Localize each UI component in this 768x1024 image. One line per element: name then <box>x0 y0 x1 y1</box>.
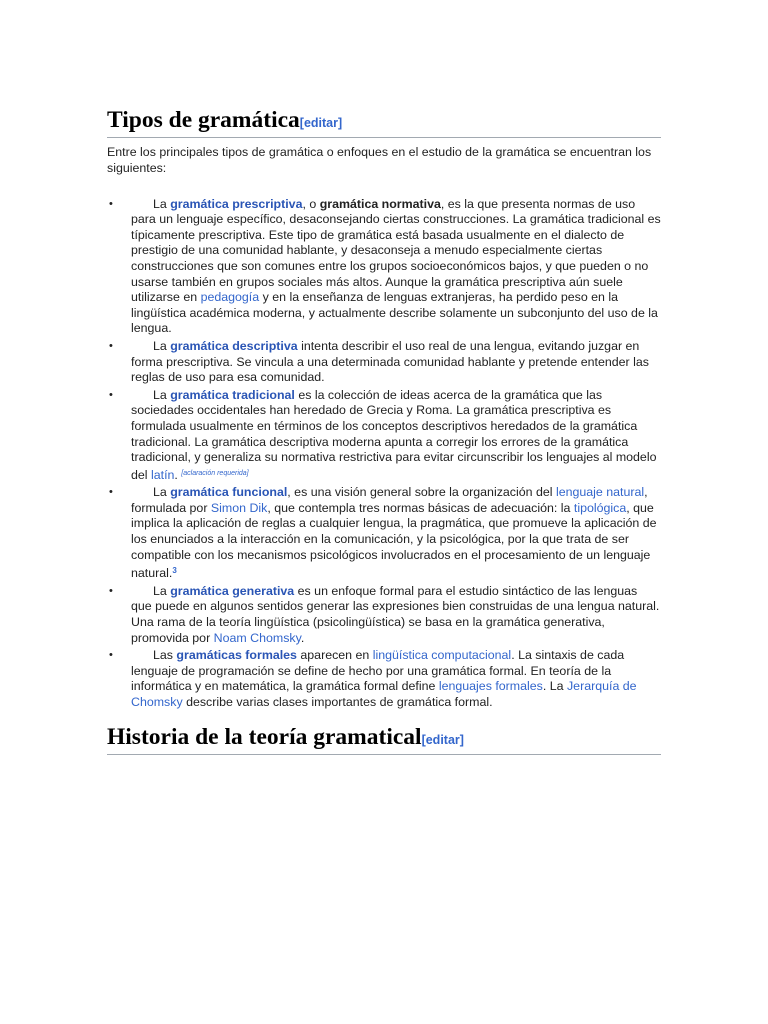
item-text: es un enfoque formal para el estudio sintáctico de las lenguas que puede en algunos sentidos generar las expresiones bien construidas de una lengua natural. Una rama de la teoría lingüística (psicolingüística) se basa en la gramática generativa, promovida por <box>131 583 660 645</box>
edit-link[interactable]: [editar] <box>299 116 343 130</box>
jerarquia-chomsky-link[interactable]: Jerarquía de Chomsky <box>131 679 637 709</box>
bullet-icon: • <box>109 388 113 401</box>
item-text: La <box>153 338 171 353</box>
bullet-icon: • <box>109 339 113 352</box>
item-text: . <box>300 630 305 645</box>
item-text: . La <box>542 679 567 694</box>
noam-chomsky-link[interactable]: Noam Chomsky <box>213 630 301 645</box>
item-text: y en la enseñanza de lenguas extranjeras, ha perdido peso en la lingüística académica moderna, y actualmente describe solamente un subconjunto del uso de la lengua. <box>131 290 658 336</box>
item-text: Las <box>153 648 177 663</box>
reference-marker[interactable]: 3 <box>172 566 177 576</box>
item-text: , formulada por <box>131 485 648 515</box>
tipologica-link[interactable]: tipológica <box>573 500 627 515</box>
item-text: , es una visión general sobre la organización del <box>287 485 556 500</box>
list-item <box>107 197 661 337</box>
item-text: describe varias clases importantes de gramática formal. <box>182 695 493 709</box>
heading-title: Historia de la teoría gramatical <box>107 723 422 750</box>
term-link[interactable]: gramática descriptiva <box>170 338 298 353</box>
pedagogia-link[interactable]: pedagogía <box>200 290 260 305</box>
edit-link[interactable]: [editar] <box>421 732 464 747</box>
item-text: aparecen en <box>296 648 373 663</box>
item-text: . La sintaxis de cada lenguaje de programación se define de hecho por una gramática formal. En teoría de la informática y en matemática, la gramática formal define <box>131 648 625 694</box>
term-bold: gramática normativa <box>319 196 441 211</box>
bullet-icon: • <box>109 486 113 499</box>
lenguaje-natural-link[interactable]: lenguaje natural <box>555 485 645 500</box>
item-text: La <box>153 583 171 598</box>
item-text: . <box>174 467 182 482</box>
bullet-icon: • <box>109 197 113 210</box>
term-link[interactable]: gramática tradicional <box>170 387 295 402</box>
grammar-types-list <box>107 197 661 711</box>
term-link[interactable]: gramáticas formales <box>176 648 297 663</box>
term-link[interactable]: gramática funcional <box>170 485 288 500</box>
clarification-note[interactable]: [aclaración requerida] <box>181 469 249 477</box>
item-text: intenta describir el uso real de una lengua, evitando juzgar en forma prescriptiva. Se vincula a una determinada comunidad hablante y pretende entender las reglas de uso para esa comunidad. <box>131 338 649 385</box>
item-text: La <box>153 485 171 500</box>
term-link[interactable]: gramática generativa <box>170 583 295 598</box>
item-text: , que implica la aplicación de reglas a cualquier lengua, la pragmática, que promueve la aplicación de los enunciados a la interacción en la comunicación, y la psicológica, por la que trata de ser compatible con los mecanismos psicológicos involucrados en el procesamiento de un lenguaje natural. <box>131 500 657 581</box>
list-item <box>107 584 661 646</box>
list-item <box>107 388 661 484</box>
list-item <box>107 648 661 710</box>
linguistica-computacional-link[interactable]: lingüística computacional <box>372 648 512 663</box>
term-link[interactable]: gramática prescriptiva <box>170 196 303 211</box>
item-text: , o <box>302 196 320 211</box>
lenguajes-formales-link[interactable]: lenguajes formales <box>438 679 543 694</box>
section-heading-tipos <box>107 106 661 138</box>
simon-dik-link[interactable]: Simon Dik <box>210 500 268 515</box>
heading-title: Tipos de gramática <box>107 107 300 133</box>
item-text: La <box>153 387 171 402</box>
list-item <box>107 339 661 386</box>
intro-paragraph: Entre los principales tipos de gramática o enfoques en el estudio de la gramática se encuentran los siguientes: <box>107 145 652 175</box>
article-content <box>107 106 661 755</box>
item-text: , que contempla tres normas básicas de adecuación: la <box>267 500 574 515</box>
item-text: La <box>153 196 171 211</box>
section-heading-historia <box>107 723 661 755</box>
bullet-icon: • <box>109 649 113 662</box>
item-text: es la colección de ideas acerca de la gramática que las sociedades occidentales han heredado de Grecia y Roma. La gramática prescriptiva es formulada usualmente en términos de los conceptos descriptivos heredados de la gramática tradicional. La gramática descriptiva moderna apunta a corregir los errores de la gramática tradicional, y generaliza su normativa restrictiva para evitar circunscribir los lenguajes al modelo del <box>131 387 657 482</box>
list-item <box>107 485 661 582</box>
latin-link[interactable]: latín <box>150 467 175 482</box>
item-text: , es la que presenta normas de uso para un lenguaje específico, desaconsejando ciertas construcciones. La gramática tradicional es típicamente prescriptiva. Este tipo de gramática está basada usualmente en el dialecto de prestigio de una comunidad hablante, y desaconseja a menudo especialmente ciertas construcciones que son comunes entre los grupos socioeconómicos bajos, y que pueden o no usarse también en grupos sociales más altos. Aunque la gramática prescriptiva aún suele utilizarse en <box>131 196 661 305</box>
bullet-icon: • <box>109 584 113 597</box>
